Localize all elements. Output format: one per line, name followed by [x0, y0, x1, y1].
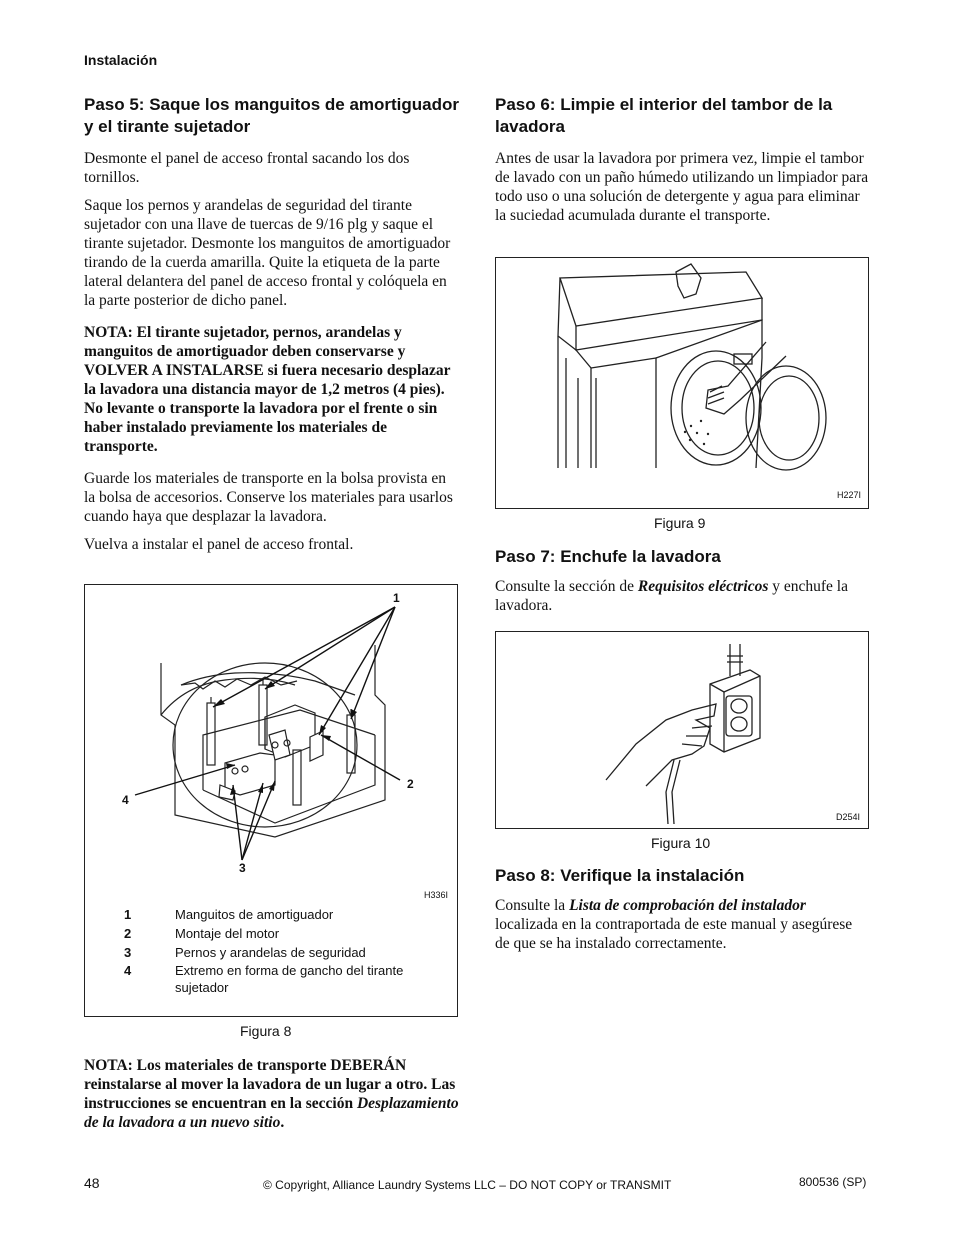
page-number: 48	[84, 1175, 100, 1191]
legend-text: Manguitos de amortiguador	[175, 907, 334, 922]
figure-10-caption: Figura 10	[651, 835, 711, 851]
section-label: Instalación	[84, 52, 158, 68]
figure-8-caption: Figura 8	[240, 1023, 292, 1039]
step8-text-post: localizada en la contraportada de este manual y asegúrese de que se ha instalado correctamente.	[495, 916, 853, 952]
step8-heading: Paso 8: Verifique la instalación	[495, 866, 745, 885]
step5-paragraph-1: Desmonte el panel de acceso frontal sacando los dos tornillos.	[84, 150, 410, 186]
step5-paragraph-3: Guarde los materiales de transporte en la bolsa provista en la bolsa de accesorios. Conserve los materiales para usarlos cuando haya que desplazar la lavadora.	[84, 470, 453, 525]
figure-9-code: H227I	[837, 490, 862, 500]
step8-text-pre: Consulte la	[495, 897, 566, 914]
step5-paragraph-2: Saque los pernos y arandelas de seguridad del tirante sujetador con una llave de tuercas de 9/16 plg y saque el tirante sujetador. Desmonte los manguitos de amortiguador tirando de la cuerda amarilla. Quite la etiqueta de la parte lateral delantera del panel de acceso frontal y colóquela en la parte posterior de dicho panel.	[84, 197, 451, 309]
step5-paragraph-4: Vuelva a instalar el panel de acceso frontal.	[84, 536, 354, 553]
figure-10-code: D254I	[836, 812, 861, 822]
step7-paragraph	[495, 577, 870, 615]
plug-outlet-illustration	[496, 632, 868, 828]
figure-10	[495, 631, 869, 829]
transport-note-end: .	[280, 1114, 285, 1131]
right-column	[495, 94, 870, 225]
legend-text: Montaje del motor	[175, 926, 280, 941]
step7-reference: Requisitos eléctricos	[637, 578, 769, 595]
figure-9	[495, 257, 869, 509]
washer-drum-cleaning-illustration	[496, 258, 868, 508]
step7-text-pre: Consulte la sección de	[495, 578, 635, 595]
figure-9-caption: Figura 9	[654, 515, 706, 531]
transport-note	[84, 1056, 459, 1132]
legend-number: 1	[124, 907, 132, 922]
legend-text: Pernos y arandelas de seguridad	[175, 945, 366, 960]
shipping-materials-illustration	[85, 585, 457, 885]
step8-paragraph	[495, 896, 870, 953]
step8-reference: Lista de comprobación del instalador	[569, 897, 806, 914]
step7-heading: Paso 7: Enchufe la lavadora	[495, 547, 721, 566]
legend-number: 2	[124, 926, 132, 941]
document-number: 800536 (SP)	[799, 1175, 867, 1189]
left-column	[84, 94, 459, 554]
callout-4: 4	[122, 793, 129, 807]
step5-heading: Paso 5: Saque los manguitos de amortiguador y el tirante sujetador	[84, 95, 460, 136]
callout-3: 3	[239, 861, 246, 875]
legend-text: Extremo en forma de gancho del tirante sujetador	[175, 963, 404, 995]
legend-number: 4	[124, 963, 132, 978]
copyright-notice: © Copyright, Alliance Laundry Systems LLC – DO NOT COPY or TRANSMIT	[263, 1178, 672, 1192]
step8-block	[495, 865, 870, 953]
step6-paragraph: Antes de usar la lavadora por primera vez, limpie el tambor de lavado con un paño húmedo utilizando un limpiador para todo uso o una solución de detergente y agua para eliminar la suciedad acumulada durante el transporte.	[495, 150, 869, 224]
callout-1: 1	[393, 591, 400, 605]
transport-note-text: NOTA: Los materiales de transporte DEBERÁN reinstalarse al mover la lavadora de un lugar a otro. Las instrucciones se encuentran en la sección	[84, 1057, 456, 1112]
figure-8-code: H336I	[424, 890, 449, 900]
step6-heading: Paso 6: Limpie el interior del tambor de la lavadora	[495, 95, 833, 136]
callout-2: 2	[407, 777, 414, 791]
figure-8	[84, 584, 458, 1017]
legend-number: 3	[124, 945, 132, 960]
step5-note: NOTA: El tirante sujetador, pernos, arandelas y manguitos de amortiguador deben conservarse y VOLVER A INSTALARSE si fuera necesario desplazar la lavadora una distancia mayor de 1,2 metros (4 pies). No levante o transporte la lavadora por el frente o sin haber instalado previamente los materiales de transporte.	[84, 324, 451, 455]
step7-text-post: y enchufe la lavadora.	[495, 578, 848, 614]
step7-block	[495, 546, 870, 615]
transport-note-section-link: Desplazamiento de la lavadora a un nuevo sitio	[84, 1095, 459, 1131]
